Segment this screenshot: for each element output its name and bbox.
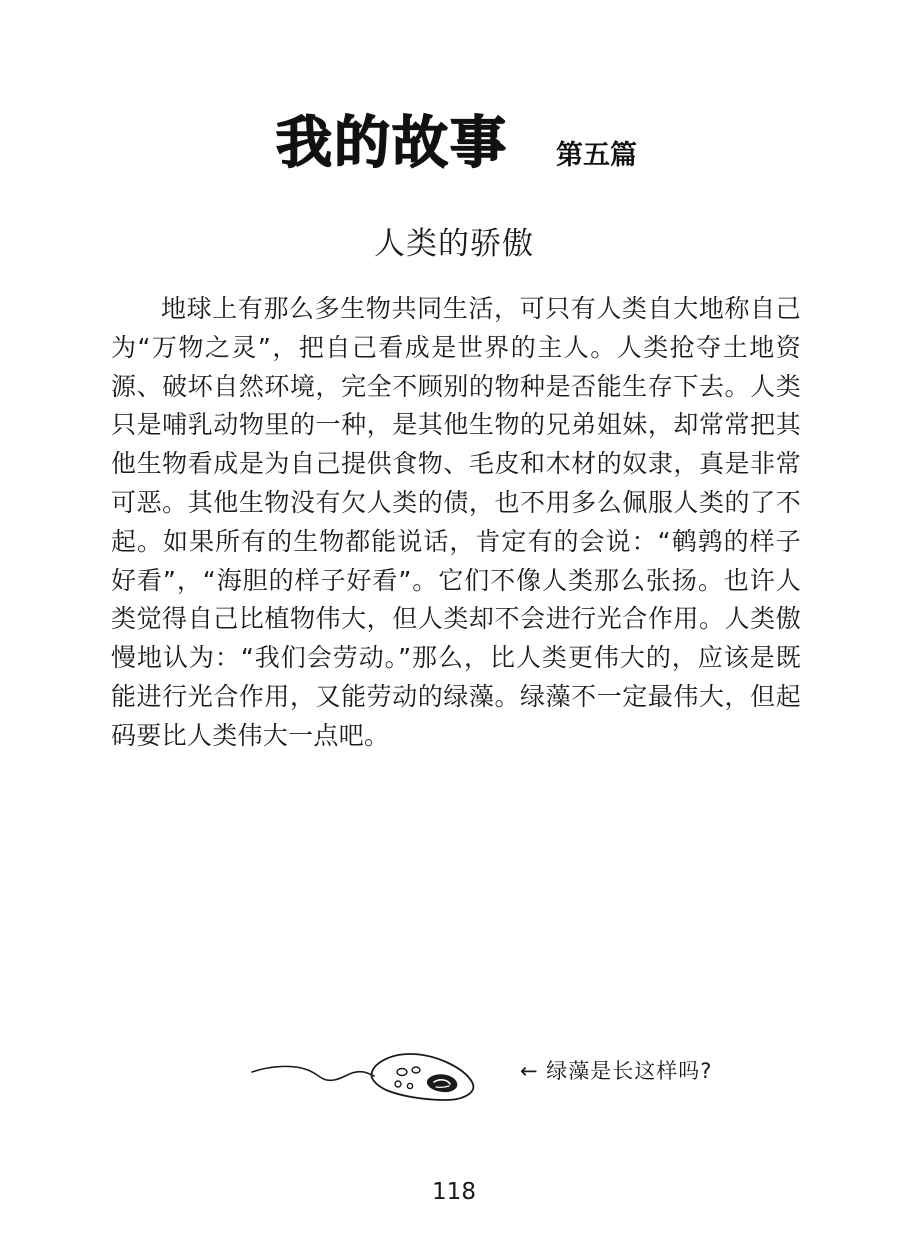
illustration-caption: ← 绿藻是长这样吗? — [520, 1059, 713, 1083]
chapter-heading — [0, 108, 908, 180]
chapter-title: 我的故事 — [276, 111, 508, 176]
story-title: 人类的骄傲 — [374, 226, 534, 262]
page-number: 118 — [432, 1179, 476, 1205]
story-paragraph: 地球上有那么多生物共同生活，可只有人类自大地称自己为“万物之灵”，把自己看成是世界的主人。人类抢夺土地资源、破坏自然环境，完全不顾别的物种是否能生存下去。人类只是哺乳动物里的一种，是其他生物的兄弟姐妹，却常常把其他生物看成是为自己提供食物、毛皮和木材的奴隶，真是非常可恶。其他生物没有欠人类的债，也不用多么佩服人类的了不起。如果所有的生物都能说话，肯定有的会说：“鹌鹑的样子好看”，“海胆的样子好看”。它们不像人类那么张扬。也许人类觉得自己比植物伟大，但人类却不会进行光合作用。人类傲慢地认为：“我们会劳动。”那么，比人类更伟大的，应该是既能进行光合作用，又能劳动的绿藻。绿藻不一定最伟大，但起码要比人类伟大一点吧。 — [111, 294, 801, 750]
green-alga-doodle-icon — [250, 1040, 490, 1120]
chapter-part-label: 第五篇 — [556, 140, 637, 171]
